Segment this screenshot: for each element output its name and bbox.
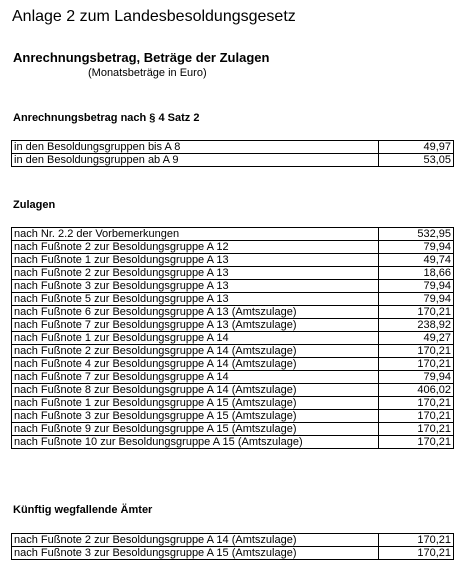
row-label: in den Besoldungsgruppen ab A 9 — [12, 154, 379, 167]
row-value: 79,94 — [379, 293, 454, 306]
row-value: 170,21 — [379, 423, 454, 436]
row-value: 49,97 — [379, 141, 454, 154]
table-row — [12, 293, 454, 306]
row-label: nach Fußnote 5 zur Besoldungsgruppe A 13 — [12, 293, 379, 306]
unit-note: (Monatsbeträge in Euro) — [88, 67, 207, 79]
row-value: 170,21 — [379, 358, 454, 371]
table-row — [12, 267, 454, 280]
row-value: 49,27 — [379, 332, 454, 345]
table-row — [12, 384, 454, 397]
row-label: nach Fußnote 2 zur Besoldungsgruppe A 13 — [12, 267, 379, 280]
section-heading-zulagen: Zulagen — [13, 199, 56, 211]
table-row — [12, 345, 454, 358]
table-zulagen — [11, 227, 454, 449]
row-label: nach Fußnote 7 zur Besoldungsgruppe A 13 (Amtszulage) — [12, 319, 379, 332]
table-row — [12, 154, 454, 167]
row-label: nach Fußnote 10 zur Besoldungsgruppe A 15 (Amtszulage) — [12, 436, 379, 449]
row-value: 532,95 — [379, 228, 454, 241]
table-row — [12, 547, 454, 560]
row-value: 170,21 — [379, 397, 454, 410]
row-label: nach Fußnote 2 zur Besoldungsgruppe A 14 (Amtszulage) — [12, 345, 379, 358]
row-value: 18,66 — [379, 267, 454, 280]
row-value: 170,21 — [379, 306, 454, 319]
table-row — [12, 436, 454, 449]
row-label: nach Fußnote 6 zur Besoldungsgruppe A 13 (Amtszulage) — [12, 306, 379, 319]
row-value: 406,02 — [379, 384, 454, 397]
row-value: 49,74 — [379, 254, 454, 267]
document-subtitle: Anrechnungsbetrag, Beträge der Zulagen — [13, 50, 270, 65]
table-row — [12, 534, 454, 547]
row-value: 170,21 — [379, 547, 454, 560]
row-value: 170,21 — [379, 534, 454, 547]
row-label: nach Fußnote 4 zur Besoldungsgruppe A 14 (Amtszulage) — [12, 358, 379, 371]
section-heading-anrechnungsbetrag: Anrechnungsbetrag nach § 4 Satz 2 — [13, 112, 200, 124]
row-label: nach Fußnote 9 zur Besoldungsgruppe A 15 (Amtszulage) — [12, 423, 379, 436]
row-label: nach Fußnote 2 zur Besoldungsgruppe A 14 (Amtszulage) — [12, 534, 379, 547]
table-row — [12, 228, 454, 241]
row-value: 170,21 — [379, 436, 454, 449]
row-label: nach Fußnote 3 zur Besoldungsgruppe A 13 — [12, 280, 379, 293]
row-value: 170,21 — [379, 345, 454, 358]
table-row — [12, 280, 454, 293]
table-row — [12, 254, 454, 267]
row-value: 79,94 — [379, 241, 454, 254]
table-row — [12, 358, 454, 371]
row-label: nach Fußnote 1 zur Besoldungsgruppe A 13 — [12, 254, 379, 267]
row-label: nach Fußnote 2 zur Besoldungsgruppe A 12 — [12, 241, 379, 254]
table-row — [12, 410, 454, 423]
table-kuenftig-wegfallende-aemter — [11, 533, 454, 560]
table-row — [12, 241, 454, 254]
row-label: nach Nr. 2.2 der Vorbemerkungen — [12, 228, 379, 241]
row-value: 238,92 — [379, 319, 454, 332]
section-heading-kuenftig-wegfallende-aemter: Künftig wegfallende Ämter — [13, 504, 153, 516]
table-row — [12, 141, 454, 154]
row-label: nach Fußnote 8 zur Besoldungsgruppe A 14 (Amtszulage) — [12, 384, 379, 397]
row-value: 53,05 — [379, 154, 454, 167]
document-title: Anlage 2 zum Landesbesoldungsgesetz — [12, 8, 296, 25]
table-row — [12, 319, 454, 332]
table-row — [12, 371, 454, 384]
table-anrechnungsbetrag — [11, 140, 454, 167]
row-value: 79,94 — [379, 371, 454, 384]
table-row — [12, 306, 454, 319]
table-row — [12, 423, 454, 436]
row-label: nach Fußnote 3 zur Besoldungsgruppe A 15 (Amtszulage) — [12, 547, 379, 560]
row-label: nach Fußnote 1 zur Besoldungsgruppe A 14 — [12, 332, 379, 345]
row-label: nach Fußnote 3 zur Besoldungsgruppe A 15 (Amtszulage) — [12, 410, 379, 423]
row-value: 170,21 — [379, 410, 454, 423]
table-row — [12, 397, 454, 410]
row-label: nach Fußnote 7 zur Besoldungsgruppe A 14 — [12, 371, 379, 384]
table-row — [12, 332, 454, 345]
row-value: 79,94 — [379, 280, 454, 293]
row-label: nach Fußnote 1 zur Besoldungsgruppe A 15 (Amtszulage) — [12, 397, 379, 410]
row-label: in den Besoldungsgruppen bis A 8 — [12, 141, 379, 154]
